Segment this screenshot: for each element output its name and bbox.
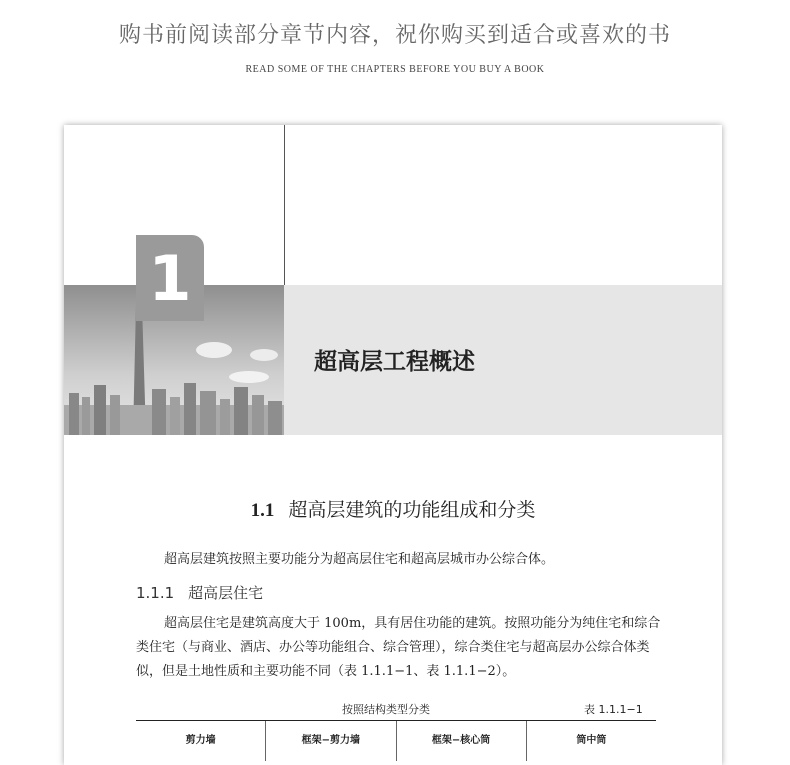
section-title: 超高层建筑的功能组成和分类 bbox=[288, 499, 536, 521]
banner-subtitle: READ SOME OF THE CHAPTERS BEFORE YOU BUY A BOOK bbox=[245, 64, 545, 75]
chapter-title: 超高层工程概述 bbox=[314, 349, 475, 375]
structure-table bbox=[136, 720, 656, 761]
subsection-title: 超高层住宅 bbox=[188, 584, 264, 602]
section-intro: 超高层建筑按照主要功能分为超高层住宅和超高层城市办公综合体。 bbox=[164, 552, 555, 567]
table-header-cell: 筒中筒 bbox=[576, 735, 607, 746]
subsection-number: 1.1.1 bbox=[136, 584, 175, 602]
table-header-cell: 框架−核心筒 bbox=[397, 721, 527, 761]
divider-line bbox=[284, 125, 285, 285]
table-caption: 按照结构类型分类 bbox=[342, 703, 430, 716]
section-number: 1.1 bbox=[250, 500, 275, 521]
chapter-number: 1 bbox=[136, 235, 204, 321]
subsection-heading bbox=[136, 582, 263, 603]
banner-title: 购书前阅读部分章节内容，祝你购买到适合或喜欢的书 bbox=[118, 23, 671, 48]
table-number: 表 1.1.1−1 bbox=[584, 703, 643, 716]
subsection-body: 超高层住宅是建筑高度大于 100m，具有居住功能的建筑。按照功能分为纯住宅和综合类住宅（与商业、酒店、办公等功能组合、综合管理），综合类住宅与超高层办公综合体类似，但是土地性质和主要功能不同（表 1.1.1−1、表 1.1.1−2）。 bbox=[136, 616, 661, 679]
section-heading bbox=[64, 495, 722, 522]
book-page bbox=[64, 125, 722, 765]
table-header-cell: 框架−剪力墙 bbox=[266, 721, 396, 761]
table-header-cell: 剪力墙 bbox=[136, 721, 266, 761]
